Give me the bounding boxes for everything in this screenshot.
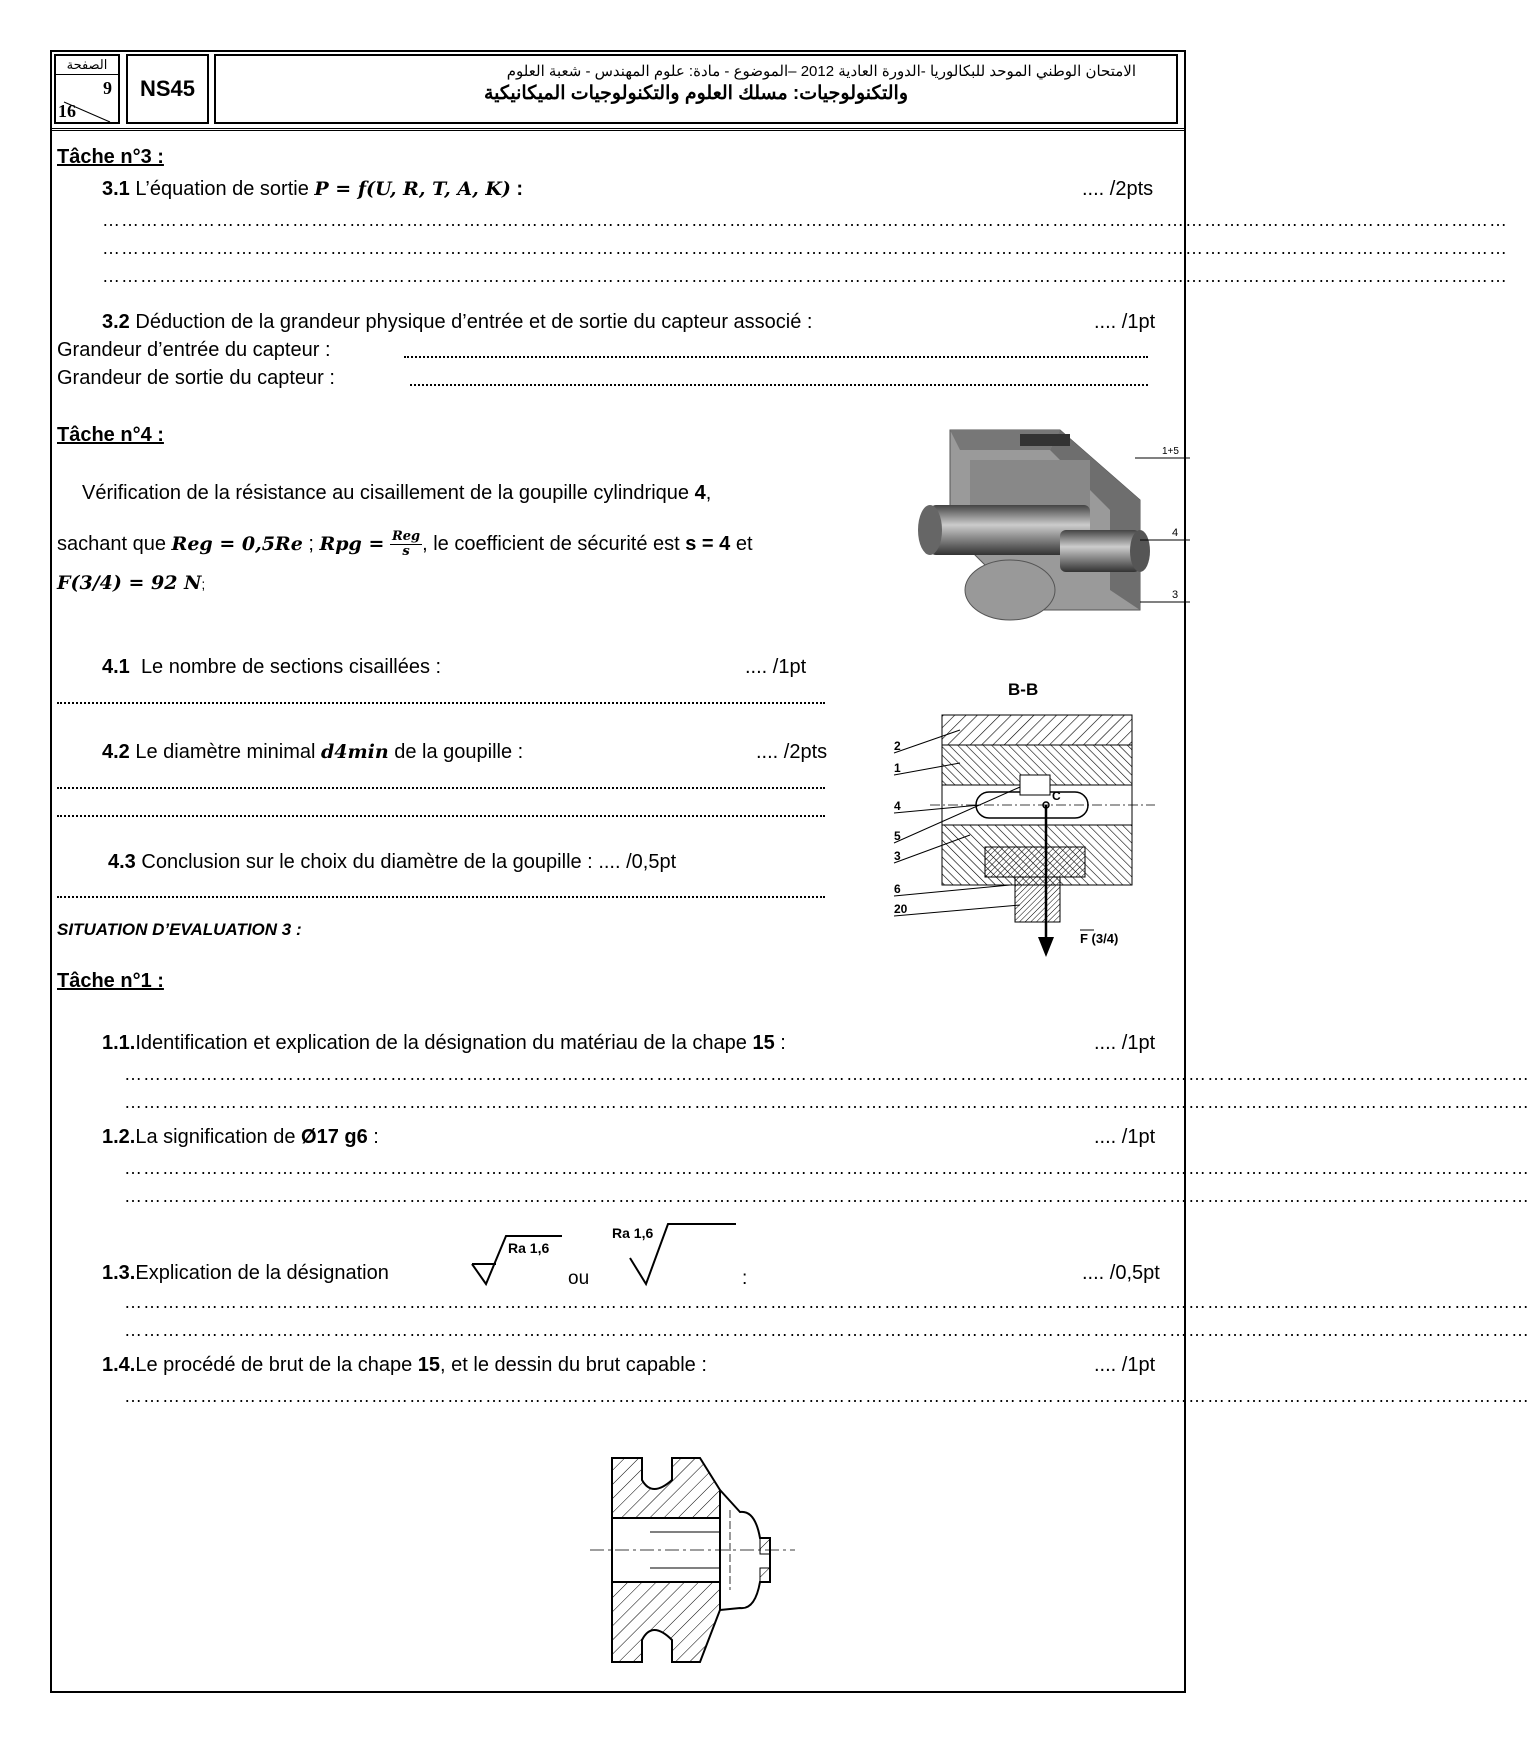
force-arrow-head — [1038, 937, 1054, 957]
q31-points: .... /2pts — [1082, 178, 1154, 200]
shank-collar-bottom — [760, 1568, 770, 1582]
rpg-fraction — [390, 530, 422, 559]
q42-text: Le diamètre minimal — [135, 741, 316, 763]
q11-part: 15 — [752, 1032, 775, 1054]
q41-number: 4.1 — [102, 656, 130, 678]
section-label: 2 — [894, 739, 901, 753]
answer-line[interactable]: …………………………………………………………………………………………………………………………………………………………………………………………………… — [124, 1092, 1530, 1112]
pin-end-right — [1130, 530, 1150, 572]
situation-title: SITUATION D’EVALUATION 3 : — [57, 920, 302, 939]
exam-title-line1: الامتحان الوطني الموحد للبكالوريا -الدورة العادية 2012 –الموضوع - مادة: علوم المهندس - شعبة العلوم — [506, 63, 1136, 80]
q13-points: .... /0,5pt — [1082, 1262, 1160, 1284]
q31-colon: : — [516, 178, 524, 200]
intro-comma: , — [705, 482, 712, 504]
q13-text: Explication de la désignation — [135, 1262, 389, 1284]
q12-colon: : — [373, 1126, 379, 1148]
pin-right — [1060, 530, 1140, 572]
pin-number: 4 — [694, 482, 706, 504]
force-end: ; — [201, 576, 206, 592]
pin-end-left — [918, 505, 942, 555]
section-bb-figure — [870, 675, 1190, 965]
chape-upper-section — [612, 1458, 720, 1518]
q42-text2: de la goupille : — [394, 741, 524, 763]
q14-text: Le procédé de brut de la chape — [135, 1354, 413, 1376]
q12-fit: Ø17 g6 — [301, 1126, 368, 1148]
answer-line[interactable]: …………………………………………………………………………………………………………………………………………………………………………………………………… — [102, 210, 1508, 230]
section-label: 4 — [894, 799, 901, 813]
section-label: 20 — [894, 902, 908, 916]
q32-line — [102, 311, 812, 334]
section-label: 5 — [894, 829, 901, 843]
ra-label-2: Ra 1,6 — [612, 1225, 654, 1241]
q31-line — [102, 178, 523, 201]
chape-lower-section — [612, 1582, 720, 1662]
semicolon: ; — [308, 532, 314, 555]
section-label: 1 — [894, 761, 901, 775]
q14-number: 1.4. — [102, 1354, 136, 1376]
intro-text2: sachant que — [57, 532, 166, 555]
task3-heading: Tâche n°3 : — [57, 146, 164, 168]
intro-text: Vérification de la résistance au cisaillement de la goupille cylindrique — [82, 482, 690, 504]
answer-line[interactable]: …………………………………………………………………………………………………………………………………………………………………………………………………… — [102, 266, 1508, 286]
q42-points: .... /2pts — [756, 741, 828, 763]
answer-line[interactable] — [57, 702, 825, 704]
exam-title — [214, 54, 1178, 124]
section-label: 6 — [894, 882, 901, 896]
ra-label-1: Ra 1,6 — [508, 1240, 550, 1256]
answer-line[interactable]: …………………………………………………………………………………………………………………………………………………………………………………………………… — [124, 1186, 1530, 1206]
q13-number: 1.3. — [102, 1262, 136, 1284]
fork-lower — [965, 560, 1055, 620]
q13-colon: : — [742, 1268, 748, 1289]
q12-points: .... /1pt — [1094, 1126, 1156, 1148]
section-label: 3 — [894, 849, 901, 863]
q11-text: Identification et explication de la désignation du matériau de la chape — [135, 1032, 747, 1054]
page-total: 16 — [58, 101, 76, 121]
page-label: الصفحة — [56, 56, 118, 75]
force-value: F(3/4) = 92 N — [57, 572, 202, 594]
iso-label: 3 — [1172, 589, 1179, 601]
intro-text3: , le coefficient de sécurité est — [422, 532, 680, 555]
answer-line[interactable]: …………………………………………………………………………………………………………………………………………………………………………………………………… — [124, 1386, 1530, 1406]
answer-line[interactable]: …………………………………………………………………………………………………………………………………………………………………………………………………… — [124, 1064, 1530, 1084]
iso-label: 1+5 — [1162, 446, 1179, 457]
answer-line[interactable] — [57, 815, 825, 817]
task4-intro-line1 — [82, 482, 711, 505]
shank-collar-top — [760, 1538, 770, 1554]
q31-formula: P = f(U, R, T, A, K) — [314, 178, 511, 200]
page-current: 9 — [103, 78, 112, 98]
q43-text: Conclusion sur le choix du diamètre de la goupille : — [141, 851, 593, 873]
frac-denominator: s — [402, 544, 410, 559]
answer-line[interactable]: …………………………………………………………………………………………………………………………………………………………………………………………………… — [124, 1292, 1530, 1312]
task1-heading: Tâche n°1 : — [57, 970, 164, 992]
q42-symbol: d4min — [321, 741, 389, 763]
q11-colon: : — [780, 1032, 786, 1054]
task4-intro-line2 — [57, 530, 753, 559]
section-title: B-B — [1008, 680, 1039, 699]
q13-line — [102, 1262, 389, 1285]
q13-or: ou — [568, 1268, 590, 1289]
answer-line[interactable]: …………………………………………………………………………………………………………………………………………………………………………………………………… — [102, 238, 1508, 258]
q14-part: 15 — [417, 1354, 441, 1376]
part-6 — [985, 847, 1085, 877]
output-quantity-answer[interactable] — [410, 384, 1148, 386]
isometric-assembly-figure — [910, 420, 1190, 630]
safety-coefficient: s = 4 — [685, 532, 731, 555]
task4-heading: Tâche n°4 : — [57, 424, 164, 446]
q32-points: .... /1pt — [1094, 311, 1156, 333]
rpg-formula: Rpg = — [319, 532, 385, 555]
q41-line — [102, 656, 441, 679]
q11-line — [102, 1032, 786, 1055]
frac-numerator: Reg — [391, 529, 421, 544]
q43-number: 4.3 — [108, 851, 136, 873]
q41-points: .... /1pt — [745, 656, 807, 678]
chape-rough-drawing — [590, 1450, 840, 1670]
exam-header — [52, 52, 1184, 131]
roughness-symbols — [470, 1222, 770, 1292]
point-c-label: C — [1052, 789, 1061, 803]
input-quantity-label: Grandeur d’entrée du capteur : — [57, 339, 331, 361]
part-2 — [942, 715, 1132, 745]
q41-text: Le nombre de sections cisaillées : — [140, 656, 442, 678]
q31-text: L’équation de sortie — [135, 178, 309, 200]
q43-points: .... /0,5pt — [598, 851, 677, 873]
input-quantity-answer[interactable] — [404, 356, 1148, 358]
q12-number: 1.2. — [102, 1126, 136, 1148]
output-quantity-label: Grandeur de sortie du capteur : — [57, 367, 335, 389]
q14-text2: , et le dessin du brut capable : — [440, 1354, 707, 1376]
intro-and: et — [735, 532, 753, 555]
q14-line — [102, 1354, 707, 1377]
part-20 — [1015, 877, 1060, 922]
q11-points: .... /1pt — [1094, 1032, 1156, 1054]
exam-code: NS45 — [126, 54, 209, 124]
q32-text: Déduction de la grandeur physique d’entrée et de sortie du capteur associé : — [135, 311, 813, 333]
page-number-box — [54, 54, 120, 124]
answer-line[interactable] — [57, 896, 825, 898]
answer-line[interactable]: …………………………………………………………………………………………………………………………………………………………………………………………………… — [124, 1158, 1530, 1178]
force-line — [57, 572, 205, 595]
q42-number: 4.2 — [102, 741, 130, 763]
q42-line — [102, 741, 523, 764]
answer-line[interactable]: …………………………………………………………………………………………………………………………………………………………………………………………………… — [124, 1320, 1530, 1340]
q31-number: 3.1 — [102, 178, 130, 200]
q32-number: 3.2 — [102, 311, 130, 333]
q11-number: 1.1. — [102, 1032, 136, 1054]
q12-line — [102, 1126, 379, 1149]
q43-line — [108, 851, 676, 874]
iso-label: 4 — [1172, 527, 1179, 539]
top-slot — [1020, 434, 1070, 446]
answer-line[interactable] — [57, 787, 825, 789]
pin-head — [1020, 775, 1050, 795]
q12-text: La signification de — [135, 1126, 296, 1148]
reg-formula: Reg = 0,5Re — [171, 532, 303, 555]
force-label: F (3/4) — [1080, 931, 1119, 946]
q14-points: .... /1pt — [1094, 1354, 1156, 1376]
exam-title-line2: والتكنولوجيات: مسلك العلوم والتكنولوجيات الميكانيكية — [483, 83, 909, 104]
